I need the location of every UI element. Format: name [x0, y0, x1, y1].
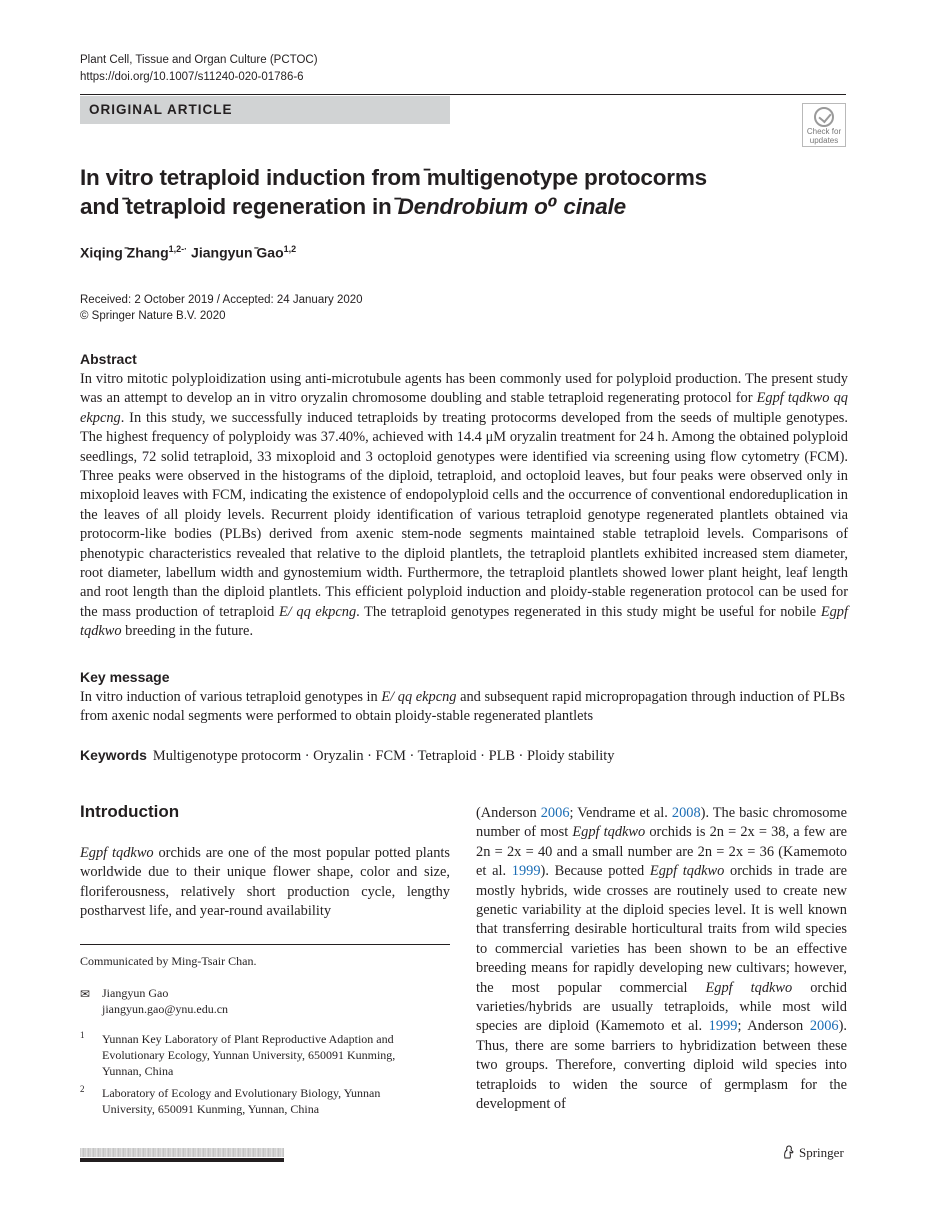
- copyright: © Springer Nature B.V. 2020: [80, 310, 226, 322]
- corresponding-email[interactable]: jiangyun.gao@ynu.edu.cn: [102, 1002, 229, 1016]
- publisher-name: Springer: [799, 1145, 844, 1160]
- author-2-affiliations: 1,2: [283, 244, 297, 254]
- affiliation-2-number: 2: [80, 1084, 85, 1094]
- received-accepted: Received: 2 October 2019 / Accepted: 24 January 2020: [80, 294, 363, 306]
- citation-link[interactable]: 2008: [671, 805, 701, 821]
- check-updates-icon: [814, 107, 834, 127]
- citation-link[interactable]: 1999: [708, 1018, 738, 1035]
- species-name: E/ qq ekpcng: [278, 603, 357, 620]
- article-dates: [80, 292, 363, 324]
- introduction-left-column: Egpf tqdkwo orchids are one of the most popular potted plants worldwide due to their unique flower shape, color and size, floriferousness, relatively short production cycle, lengthy postharvest life, and year-round availability: [80, 845, 450, 920]
- springer-horse-icon: [782, 1145, 794, 1159]
- affiliation-1-number: 1: [80, 1030, 85, 1040]
- corresponding-name: Jiangyun Gao: [102, 986, 169, 1000]
- species-name: Egpf tqdkwo: [80, 603, 848, 640]
- species-name: Egpf tqdkwo: [80, 845, 154, 861]
- footnote-rule: [80, 944, 450, 945]
- article-type-banner: ORIGINAL ARTICLE: [80, 96, 450, 124]
- journal-header: [80, 52, 318, 86]
- author-list: [80, 244, 296, 261]
- introduction-heading: Introduction: [80, 802, 180, 821]
- author-1-affiliations: 1,2-·: [168, 244, 188, 254]
- citation-link[interactable]: 1999: [511, 863, 541, 880]
- species-name: Egpf tqdkwo qq ekpcng: [80, 390, 848, 426]
- introduction-right-column: (Anderson 2006; Vendrame et al. 2008). The basic chromosome number of most Egpf tqdkwo orchids is 2n = 2x = 38, a few are 2n = 2x = 40 and a small number are 2n = 2x = 36 (Kamemoto et al. 1999). Because potted Egpf tqdkwo orchids in trade are mostly hybrids, wide crosses are routinely used to create new genetic variability at the diploid species level. It is well known that transferring desirable horticultural traits from wild species to commercial varieties has been shown to be an effective breeding means for rapidly developing new cultivars; however, the most popular commercial Egpf tqdkwo orchid varieties/hybrids are usually tetraploids, while most wild species are diploid (Kamemoto et al. 1999; Anderson 2006). Thus, there are some barriers to hybridization between these two groups. Therefore, converting diploid wild species into tetraploids to widen the source of germplasm for the development of: [476, 805, 848, 1113]
- abstract-heading: Abstract: [80, 351, 137, 367]
- author-1[interactable]: Xiqing ̄Zhang: [80, 244, 169, 261]
- corresponding-author: [102, 985, 228, 1017]
- article-title: [80, 163, 780, 221]
- keywords-text: Multigenotype protocorm · Oryzalin · FCM · Tetraploid · PLB · Ploidy stability: [152, 748, 615, 764]
- species-name: Egpf tqdkwo: [649, 863, 725, 880]
- affiliation-2: Laboratory of Ecology and Evolutionary Biology, Yunnan University, 650091 Kunming, Yunnan, China: [102, 1086, 381, 1116]
- header-rule: [80, 94, 846, 95]
- journal-name: Plant Cell, Tissue and Organ Culture (PCTOC): [80, 54, 318, 66]
- communicated-by: Communicated by Ming-Tsair Chan.: [80, 954, 257, 968]
- title-species: Dendrobium o⁰ cinale: [397, 194, 626, 219]
- citation-link[interactable]: 2006: [809, 1018, 839, 1035]
- keywords-label: Keywords: [80, 747, 147, 763]
- citation-link[interactable]: 2006: [540, 805, 570, 821]
- key-message-text: In vitro induction of various tetraploid genotypes in E/ qq ekpcng and subsequent rapid micropropagation through induction of PLBs from axenic nodal segments were performed to obtain ploidy-stable regenerated plantlets: [80, 689, 845, 725]
- check-updates-label: Check for updates: [806, 127, 842, 145]
- check-for-updates-button[interactable]: [802, 103, 846, 147]
- keywords: [80, 746, 848, 766]
- affiliation-1: Yunnan Key Laboratory of Plant Reproductive Adaption and Evolutionary Ecology, Yunnan University, 650091 Kunming, Yunnan, China: [102, 1032, 396, 1078]
- envelope-icon: ✉: [80, 987, 91, 1001]
- key-message-heading: Key message: [80, 669, 170, 685]
- publisher-barcode: [80, 1148, 284, 1162]
- species-name: Egpf tqdkwo: [572, 824, 646, 841]
- species-name: E/ qq ekpcng: [381, 689, 457, 705]
- species-name: Egpf tqdkwo: [705, 979, 793, 996]
- title-line-1: In vitro tetraploid induction from ̄multigenotype protocorms: [80, 165, 707, 190]
- publisher-logo: [782, 1145, 844, 1161]
- title-line-2: and ̄tetraploid regeneration in ̄Dendrobium o⁰ cinale: [80, 194, 626, 219]
- author-2[interactable]: Jiangyun ̄Gao: [187, 244, 284, 261]
- doi-link[interactable]: https://doi.org/10.1007/s11240-020-01786-6: [80, 71, 304, 83]
- abstract-text: In vitro mitotic polyploidization using anti-microtubule agents has been commonly used for polyploid production. The present study was an attempt to develop an in vitro oryzalin chromosome doubling and stable tetraploid regenerating protocol for Egpf tqdkwo qq ekpcng. In this study, we successfully induced tetraploids by treating protocorms developed from the seeds of multiple genotypes. The highest frequency of polyploidy was 37.40%, achieved with 14.4 μM oryzalin treatment for 24 h. Among the obtained polyploid seedlings, 72 solid tetraploid, 33 mixoploid and 3 octoploid genotypes were identified via screening using flow cytometry (FCM). Three peaks were observed in the histograms of the diploid, tetraploid, and octoploid leaves, but four peaks were observed only in mixoploid leaves with FCM, indicating the existence of endopolyploid cells and the occurrence of conventional endoreduplication in the leaves of all ploidy levels. Recurrent ploidy identification of various tetraploid genotype regenerated plantlets obtained via protocorm-like bodies (PLBs) derived from axenic stem-node segments maintained stable tetraploid levels. Comparisons of phenotypic characteristics revealed that relative to the diploid plantlets, the tetraploid plantlets exhibited increased stem diameter, root diameter, labellum width and gynostemium width. Furthermore, the tetraploid plantlets showed lower plant height, leaf length and root length than the diploid plantlets. This efficient polyploid induction and ploidy-stable regeneration protocol can be used for the mass production of tetraploid E/ qq ekpcng. The tetraploid genotypes regenerated in this study might be useful for nobile Egpf tqdkwo breeding in the future.: [80, 371, 848, 640]
